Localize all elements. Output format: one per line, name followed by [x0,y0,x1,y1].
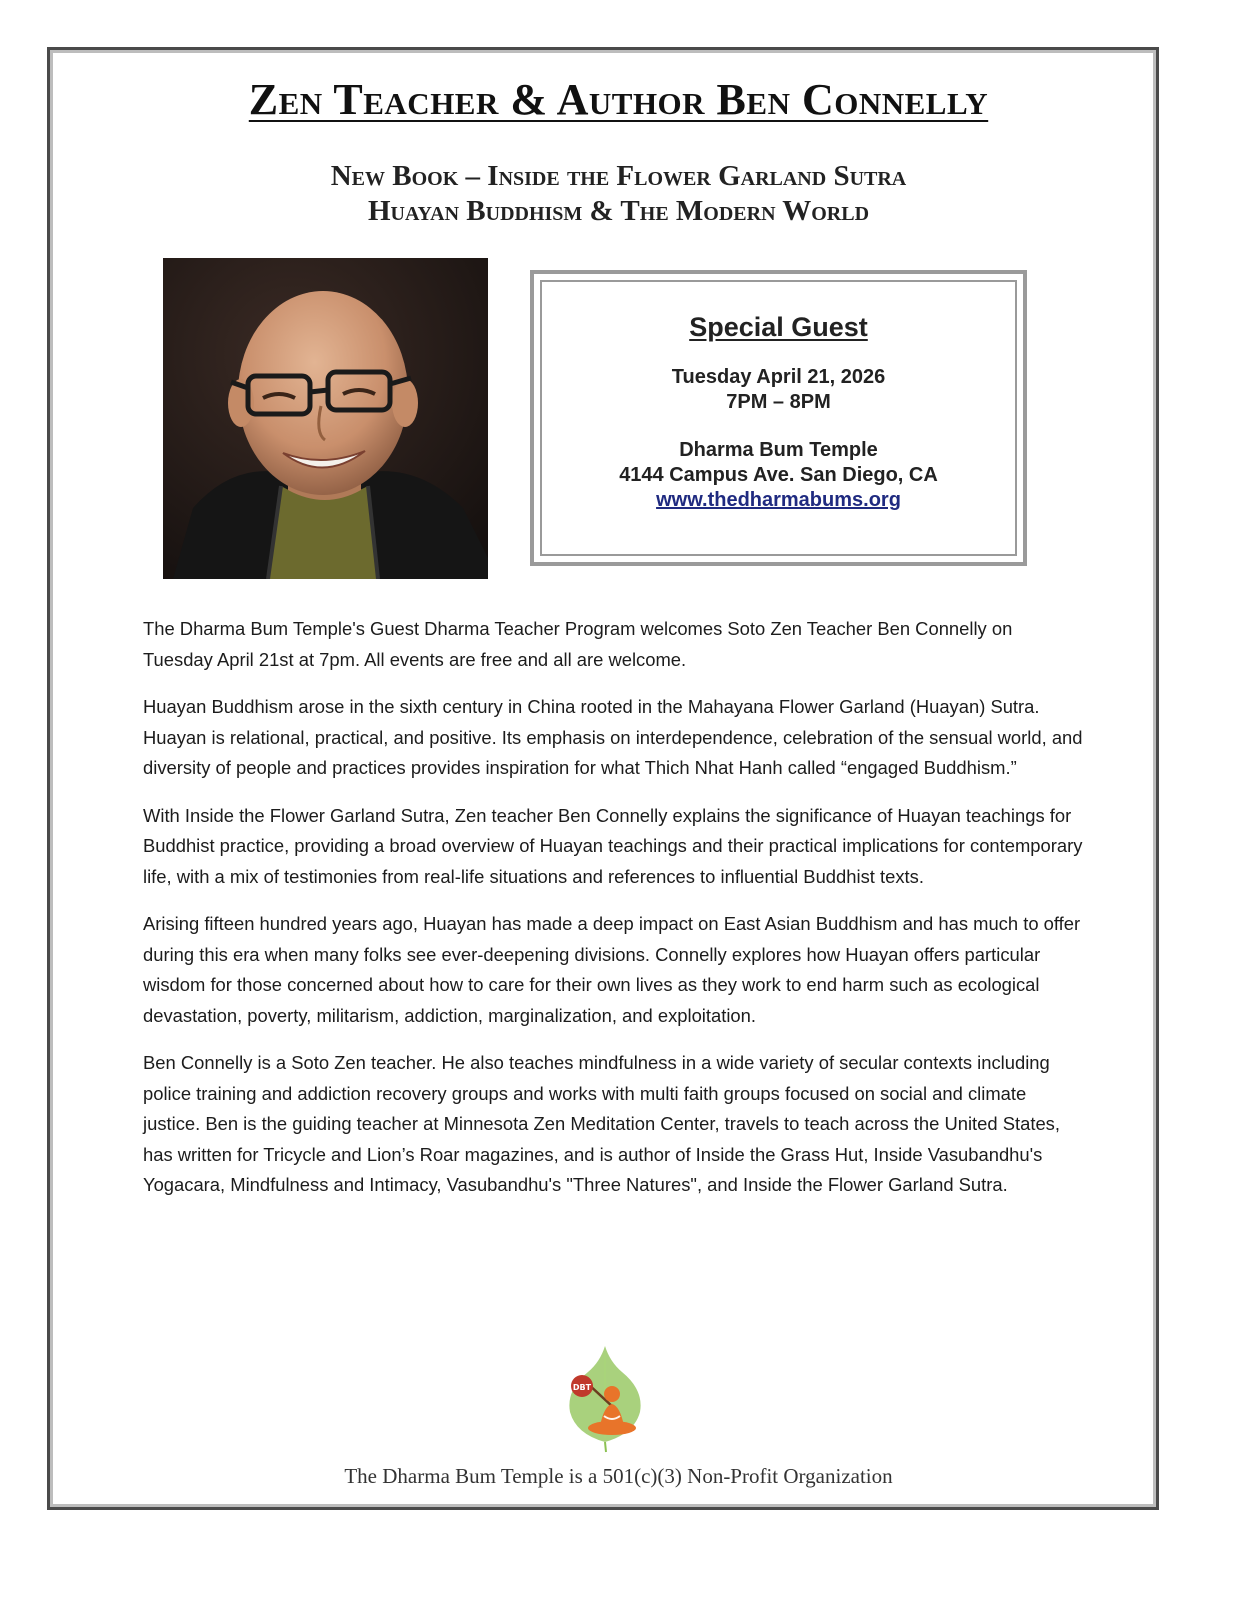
event-details-inner-border [540,280,1017,556]
website-link[interactable]: www.thedharmabums.org [656,489,901,511]
paragraph-book-description: With Inside the Flower Garland Sutra, Zen teacher Ben Connelly explains the significance of Huayan teachings for Buddhist practice, providing a broad overview of Huayan teachings and their practical implications for contemporary life, with a mix of testimonies from real-life situations and references to influential Buddhist texts. [143,804,1083,887]
speaker-photo [163,258,488,579]
event-time: 7PM – 8PM [726,391,831,413]
footer-nonprofit-note: The Dharma Bum Temple is a 501(c)(3) Non-Profit Organization [344,1464,893,1488]
paragraph-intro: The Dharma Bum Temple's Guest Dharma Teacher Program welcomes Soto Zen Teacher Ben Connelly on Tuesday April 21st at 7pm. All events are free and all are welcome. [143,618,1013,670]
event-venue: Dharma Bum Temple [679,439,878,461]
article-body [143,614,1083,1218]
svg-text:DBT: DBT [572,1383,592,1392]
event-address: 4144 Campus Ave. San Diego, CA [619,464,938,486]
special-guest-heading: Special Guest [689,312,868,342]
paragraph-speaker-bio: Ben Connelly is a Soto Zen teacher. He also teaches mindfulness in a wide variety of secular contexts including police training and addiction recovery groups and works with multi faith groups focused on social and climate justice. Ben is the guiding teacher at Minnesota Zen Meditation Center, travels to teach across the United States, has written for Tricycle and Lion’s Roar magazines, and is author of Inside the Grass Hut, Inside Vasubandhu's Yogacara, Mindfulness and Intimacy, Vasubandhu's "Three Natures", and Inside the Flower Garland Sutra. [143,1052,1060,1195]
event-date: Tuesday April 21, 2026 [671,366,886,388]
event-details-box [530,270,1027,566]
paragraph-huayan-impact: Arising fifteen hundred years ago, Huayan has made a deep impact on East Asian Buddhism and has much to offer during this era when many folks see ever-deepening divisions. Connelly explores how Huayan offers particular wisdom for those concerned about how to care for their own lives as they work to end harm such as ecological devastation, poverty, militarism, addiction, marginalization, and exploitation. [143,913,1081,1026]
paragraph-huayan-history: Huayan Buddhism arose in the sixth century in China rooted in the Mahayana Flower Garland (Huayan) Sutra. Huayan is relational, practical, and positive. Its emphasis on interdependence, celebration of the sensual world, and diversity of people and practices provides inspiration for what Thich Nhat Hanh called “engaged Buddhism.” [143,696,1083,778]
bodhi-leaf-icon [560,1342,650,1454]
page-title: Zen Teacher & Author Ben Connelly [248,75,989,124]
dharma-bum-temple-logo [560,1342,650,1454]
speaker-portrait-image [163,258,488,579]
book-subtitle: Huayan Buddhism & The Modern World [367,195,870,227]
book-title: New Book – Inside the Flower Garland Sutra [330,160,907,192]
